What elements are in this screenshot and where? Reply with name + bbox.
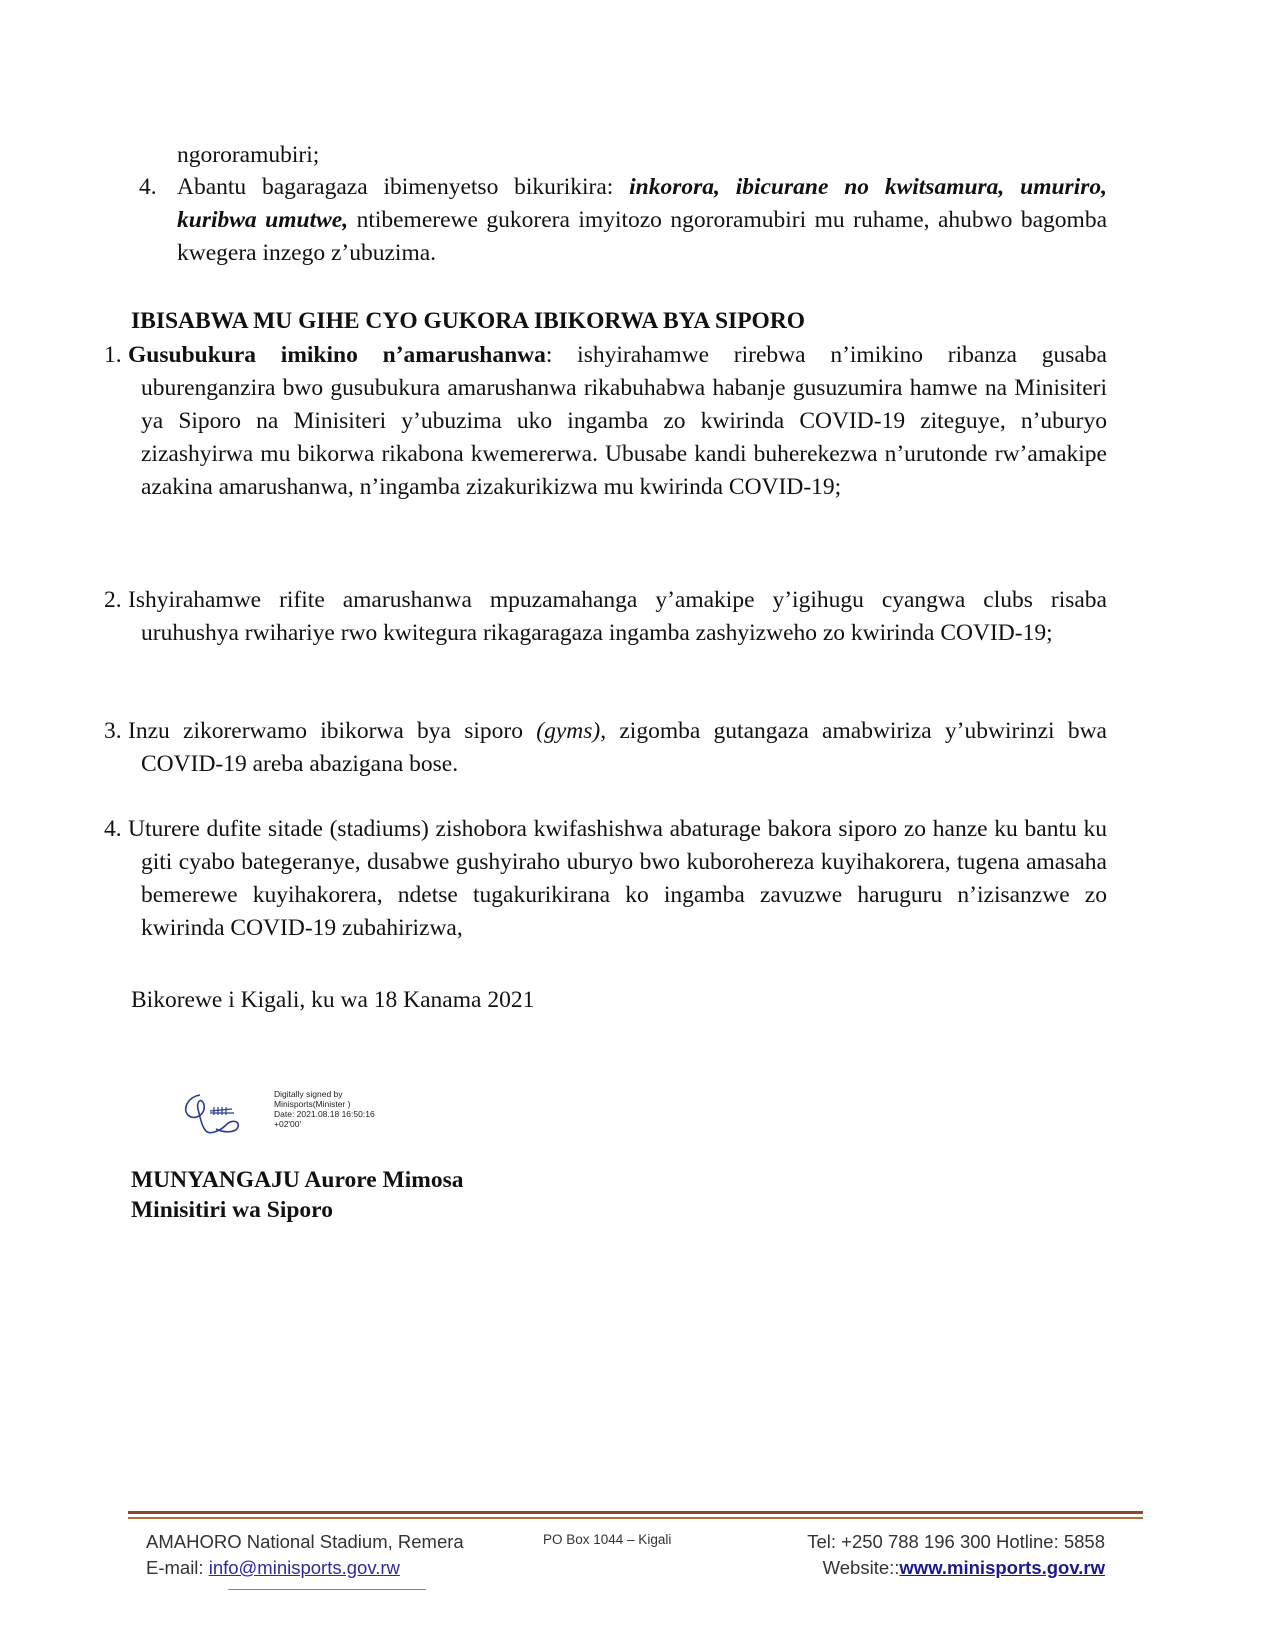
footer-address: AMAHORO National Stadium, Remera <box>146 1531 464 1552</box>
list-number-4-top: 4. <box>139 174 157 200</box>
list-continuation: ngororamubiri; <box>177 142 320 168</box>
footer-website-line <box>807 1555 1105 1581</box>
item-3-text-a: Inzu zikorerwamo ibikorwa bya siporo <box>128 718 523 744</box>
list-item-4: Uturere dufite sitade (stadiums) zishobora kwifashishwa abaturage bakora siporo zo hanze ku bantu ku giti cyabo bategeranye, dusabwe gushyiraho uburyo bwo kuborohereza kuyihakorera, tugena amasaha bemerewe kuyihakorera, ndetse tugakurikirana ko ingamba zavuzwe haruguru n’izisanzwe zo kwirinda COVID-19 zubahirizwa, <box>128 816 1107 941</box>
item-text-b: ntibemerewe gukorera imyitozo ngororamubiri mu <box>356 207 845 233</box>
sig-line-4: +02'00' <box>274 1119 302 1129</box>
footer-email-link[interactable]: info@minisports.gov.rw <box>208 1557 400 1578</box>
sig-line-2: Minisports(Minister ) <box>274 1099 351 1109</box>
list-number-1: 1. <box>104 342 122 368</box>
item-text-c: ruhame, ahubwo bagomba kwegera inzego z’ubuzima. <box>177 207 1107 266</box>
footer-rule-top <box>128 1511 1143 1514</box>
footer-address-block <box>146 1529 464 1581</box>
list-number-3: 3. <box>104 718 122 744</box>
signatory-title: Minisitiri wa Siporo <box>131 1197 333 1223</box>
list-item-1 <box>128 339 1107 504</box>
footer-rule-bottom <box>128 1517 1143 1519</box>
signature-image <box>180 1087 244 1137</box>
date-line: Bikorewe i Kigali, ku wa 18 Kanama 2021 <box>131 987 535 1013</box>
item-1-title: Gusubukura imikino n’amarushanwa <box>128 342 546 368</box>
item-3-text-b: , zigomba gutangaza amabwiriza y’ubwirinzi bwa COVID-19 areba abazigana bose. <box>141 718 1107 777</box>
list-item-3 <box>128 715 1107 781</box>
footer-website-link[interactable]: www.minisports.gov.rw <box>899 1557 1105 1578</box>
footer-contact-block <box>807 1529 1105 1581</box>
footer-tel: Tel: +250 788 196 300 Hotline: 5858 <box>807 1531 1105 1552</box>
footer-website-label: Website:: <box>822 1557 900 1578</box>
footer-email-line <box>146 1555 464 1581</box>
list-item-4-top <box>177 171 1107 270</box>
list-item-2: Ishyirahamwe rifite amarushanwa mpuzamahanga y’amakipe y’igihugu cyangwa clubs risaba uruhushya rwihariye rwo kwitegura rikagaragaza ingamba zashyizweho zo kwirinda COVID-19; <box>128 587 1107 646</box>
item-1-body: : ishyirahamwe rirebwa n’imikino ribanza gusaba uburenganzira bwo gusubukura amarushanwa rikabuhabwa habanje gusuzumira hamwe na Minisiteri ya Siporo na Minisiteri y’ubuzima uko ingamba zo kwirinda COVID-19 ziteguye, n’uburyo zizashyirwa mu bikorwa rikabona kwemererwa. Ubusabe kandi buherekezwa n’urutonde rw’amakipe azakina amarushanwa, n’ingamba zizakurikizwa mu kwirinda COVID-19; <box>141 342 1107 500</box>
list-number-4: 4. <box>104 816 122 842</box>
digital-signature-text <box>274 1089 375 1129</box>
sig-line-3: Date: 2021.08.18 16:50:16 <box>274 1109 375 1119</box>
footer-pobox: PO Box 1044 – Kigali <box>543 1532 672 1547</box>
signatory-name: MUNYANGAJU Aurore Mimosa <box>131 1167 464 1193</box>
signatory-block <box>131 1165 463 1225</box>
section-heading: IBISABWA MU GIHE CYO GUKORA IBIKORWA BYA SIPORO <box>131 308 806 334</box>
footer-email-underline <box>228 1589 426 1590</box>
list-number-2: 2. <box>104 587 122 613</box>
item-text: Abantu bagaragaza ibimenyetso bikurikira: <box>177 174 614 200</box>
footer-email-label: E-mail: <box>146 1557 209 1578</box>
item-3-italic: (gyms) <box>536 718 601 744</box>
symptoms-emphasis-2: umuriro, kuribwa umutwe, <box>177 174 1107 233</box>
sig-line-1: Digitally signed by <box>274 1089 343 1099</box>
symptoms-emphasis: inkorora, ibicurane no kwitsamura, <box>629 174 1005 200</box>
